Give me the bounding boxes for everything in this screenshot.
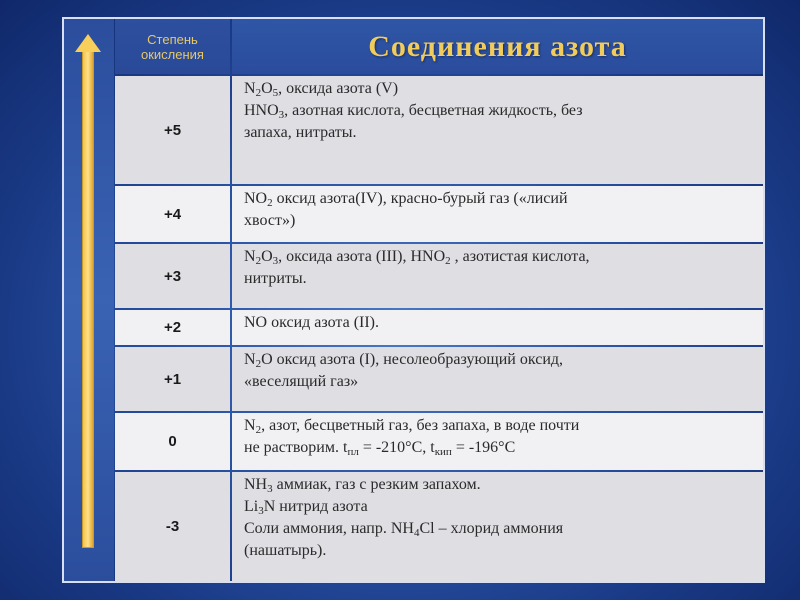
text-segment: N: [244, 248, 256, 265]
text-segment: HNO: [244, 102, 279, 119]
subscript: пл: [347, 446, 359, 458]
oxidation-state-cell: +5: [115, 76, 230, 184]
text-segment: O: [261, 80, 273, 97]
subscript: 3: [267, 483, 273, 495]
text-segment: O оксид азота (I), несолеобразующий оксид,: [261, 351, 564, 368]
text-segment: нитриты.: [244, 270, 307, 287]
text-segment: , азот, бесцветный газ, без запаха, в воде почти: [261, 417, 580, 434]
subscript: 2: [445, 255, 451, 267]
text-segment: не растворим. t: [244, 439, 348, 456]
subscript: 3: [258, 505, 264, 517]
text-segment: = -210°С, t: [358, 439, 435, 456]
text-segment: NO оксид азота (II).: [244, 314, 380, 331]
subscript: 3: [272, 255, 279, 267]
text-segment: аммиак, газ с резким запахом.: [272, 476, 481, 493]
text-segment: , оксида азота (III), HNO: [278, 248, 446, 265]
text-segment: (нашатырь).: [244, 542, 327, 559]
subscript: 5: [272, 87, 279, 99]
oxidation-header-label: Степень окисления: [141, 31, 204, 62]
subscript: 3: [278, 109, 285, 121]
text-segment: , азотная кислота, бесцветная жидкость, без: [284, 102, 583, 119]
text-segment: O: [261, 248, 273, 265]
text-segment: NO: [244, 190, 268, 207]
text-segment: Cl – хлорид аммония: [419, 520, 564, 537]
text-segment: «веселящий газ»: [244, 373, 359, 390]
text-segment: N: [244, 80, 256, 97]
oxidation-state-cell: +2: [115, 310, 230, 345]
text-segment: оксид азота(IV), красно-бурый газ («лисий: [272, 190, 568, 207]
text-segment: NH: [244, 476, 268, 493]
oxidation-state-cell: +1: [115, 347, 230, 411]
text-segment: хвост»): [244, 212, 296, 229]
subscript: 2: [255, 87, 262, 99]
text-segment: , оксида азота (V): [278, 80, 399, 97]
subscript: 2: [255, 424, 262, 436]
oxidation-state-cell: -3: [115, 472, 230, 581]
text-segment: Li: [244, 498, 259, 515]
text-segment: , азотистая кислота,: [450, 248, 590, 265]
subscript: 2: [255, 255, 262, 267]
text-segment: запаха, нитраты.: [244, 124, 357, 141]
subscript: 4: [413, 527, 420, 539]
text-segment: Соли аммония, напр. NH: [244, 520, 414, 537]
text-segment: N: [244, 417, 256, 434]
table-title: Соединения азота: [368, 29, 627, 63]
text-segment: N нитрид азота: [263, 498, 368, 515]
table-frame: [62, 17, 765, 583]
oxidation-state-cell: +3: [115, 244, 230, 308]
subscript: кип: [434, 446, 452, 458]
oxidation-state-cell: +4: [115, 186, 230, 242]
subscript: 2: [255, 358, 262, 370]
subscript: 2: [267, 197, 273, 209]
oxidation-state-cell: 0: [115, 413, 230, 470]
text-segment: N: [244, 351, 256, 368]
text-segment: = -196°С: [451, 439, 516, 456]
